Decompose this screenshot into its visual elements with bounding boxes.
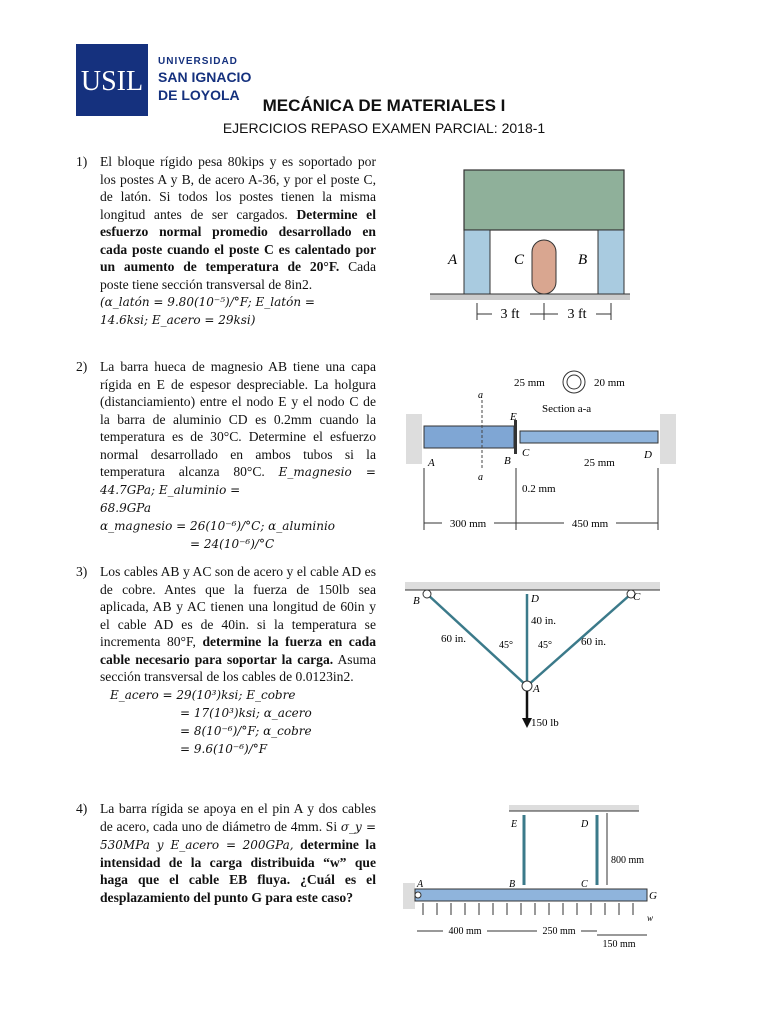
equation: σ_y = 530MPa y E_acero =	[100, 819, 376, 852]
univ-line1: UNIVERSIDAD	[158, 56, 238, 67]
section-label: Section a-a	[542, 403, 592, 415]
problem-question: Determine el esfuerzo normal promedio desarrollado en cada poste cuando el poste C es calentado por un aumento de temperatura de 20°F.	[100, 206, 376, 274]
equation: = 8(10⁻⁶)/°F; α_cobre	[180, 723, 312, 738]
wall-right	[660, 414, 676, 464]
dia-inner: 20 mm	[594, 377, 625, 389]
equation: 14.6ksi; E_acero = 29ksi)	[100, 313, 256, 327]
problem-question: determine la intensidad de la carga distribuida “w” que haga que el cable EB fluya. ¿Cuál es el desplazamiento del punto G para este caso?	[100, 836, 376, 905]
label-C: C	[522, 447, 530, 459]
problem-3	[76, 563, 376, 758]
cut-top: a	[478, 390, 483, 401]
problem-2	[76, 358, 376, 553]
label-B: B	[504, 455, 511, 467]
post-c	[532, 240, 556, 294]
label-c: C	[581, 879, 588, 890]
equation: = 9.6(10⁻⁶)/°F	[180, 741, 268, 756]
len-ad: 40 in.	[531, 615, 557, 627]
equation: 68.9GPa	[100, 501, 151, 515]
load-label: 150 lb	[531, 717, 559, 729]
equation: E_acero = 29(10³)ksi; E_cobre	[110, 687, 296, 702]
post-b	[598, 230, 624, 294]
figure-2	[402, 368, 682, 538]
section-inner	[567, 375, 581, 389]
label-a: A	[417, 879, 424, 890]
bar-cd	[520, 431, 658, 443]
logo-mark: USIL	[80, 66, 144, 97]
problem-1	[76, 153, 376, 329]
problem-text: El bloque rígido pesa 80kips y es soportado por los postes A y B, de acero A-36, y por el poste C, de latón. Si todos los postes tienen la misma longitud antes de ser cargados.	[100, 154, 376, 222]
label-c: C	[633, 591, 641, 603]
equation: = 24(10⁻⁶)/°C	[190, 537, 275, 551]
problem-text: La barra rígida se apoya en el pin A y dos cables de acero, cada uno de diámetro de 4mm. Si	[100, 801, 376, 834]
problem-text-b: Asuma sección transversal de los cables de 0.0123in2.	[100, 651, 376, 684]
label-A: A	[428, 457, 435, 469]
section-outer	[563, 371, 585, 393]
ceiling	[509, 805, 639, 811]
cap-e	[514, 420, 517, 454]
dim-1: 3 ft	[500, 307, 520, 322]
problem-number: 1)	[76, 154, 88, 169]
problem-text-b: Cada poste tiene sección transversal de 8in2.	[100, 259, 377, 292]
label-e: E	[511, 819, 518, 830]
page-title: MECÁNICA DE MATERIALES I	[262, 96, 506, 115]
label-a: A	[448, 252, 458, 268]
problem-number: 3)	[76, 564, 88, 579]
problem-text: La barra hueca de magnesio AB tiene una capa rígida en E de espesor despreciable. La holgura (distanciamiento) entre el nodo E y el nodo C de la barra de aluminio CD es 0.2mm cuando la temperatura es de 30°C. Determine el esfuerzo normal desarrollado en ambos tubos si la temperatura alcanza 80°C.	[100, 359, 376, 479]
label-d: D	[531, 593, 539, 605]
distributed-load	[423, 903, 633, 915]
dia-cd: 25 mm	[584, 457, 615, 469]
label-D: D	[644, 449, 652, 461]
figure-4	[403, 805, 668, 955]
ring-a	[522, 681, 532, 691]
dim-2: 3 ft	[567, 307, 587, 322]
problem-text: Los cables AB y AC son de acero y el cable AD es de cobre. Antes que la fuerza de 150lb sea aplicada, AB y AC tienen una longitud de 60in y el cable AD es de 40in. si la temperatura se incrementa 80°F,	[100, 564, 376, 649]
univ-line3: DE LOYOLA	[158, 87, 240, 103]
dist-1: 400 mm	[448, 926, 482, 937]
equation: (α_latón = 9.80(10⁻⁵)/°F; E_latón =	[100, 295, 315, 309]
wall	[403, 883, 415, 909]
post-a	[464, 230, 490, 294]
angle-2: 45°	[538, 640, 552, 651]
dist-3: 150 mm	[602, 939, 636, 950]
ground	[430, 294, 630, 300]
len-cd: 450 mm	[571, 518, 609, 530]
label-w: w	[647, 913, 654, 923]
rigid-block	[464, 170, 624, 230]
pin-b	[423, 590, 431, 598]
len-ab: 300 mm	[449, 518, 487, 530]
equation: = 17(10³)ksi; α_acero	[180, 705, 312, 720]
angle-1: 45°	[499, 640, 513, 651]
ceiling	[405, 582, 660, 590]
label-b: B	[509, 879, 516, 890]
gap-label: 0.2 mm	[522, 483, 556, 495]
len-ac: 60 in.	[581, 636, 607, 648]
label-b: B	[413, 595, 420, 607]
page-subtitle: EJERCICIOS REPASO EXAMEN PARCIAL: 2018-1	[222, 120, 546, 136]
label-c: C	[514, 252, 525, 268]
label-g: G	[649, 890, 657, 902]
equation: E_magnesio = 44.7GPa; E_aluminio =	[100, 465, 376, 497]
problem-number: 4)	[76, 801, 88, 816]
cut-bot: a	[478, 472, 483, 483]
label-b: B	[578, 252, 588, 268]
rigid-bar	[415, 889, 647, 901]
len-ab: 60 in.	[441, 633, 467, 645]
equation: α_magnesio = 26(10⁻⁶)/°C; α_aluminio	[100, 519, 336, 533]
height-label: 800 mm	[611, 855, 645, 866]
label-e: E	[510, 411, 517, 423]
label-d: D	[581, 819, 589, 830]
problem-question: determine la fuerza en cada cable necesario para soportar la carga.	[100, 634, 376, 667]
equation: 200GPa,	[242, 837, 294, 852]
wall-left	[406, 414, 422, 464]
label-a: A	[533, 683, 540, 695]
bar-ab	[424, 426, 514, 448]
univ-line2: SAN IGNACIO	[158, 69, 252, 85]
dist-2: 250 mm	[542, 926, 576, 937]
dia-outer: 25 mm	[514, 377, 545, 389]
figure-1	[430, 168, 630, 328]
problem-number: 2)	[76, 359, 88, 374]
figure-3	[405, 580, 665, 730]
pin-a	[415, 892, 421, 898]
problem-4	[76, 800, 376, 906]
